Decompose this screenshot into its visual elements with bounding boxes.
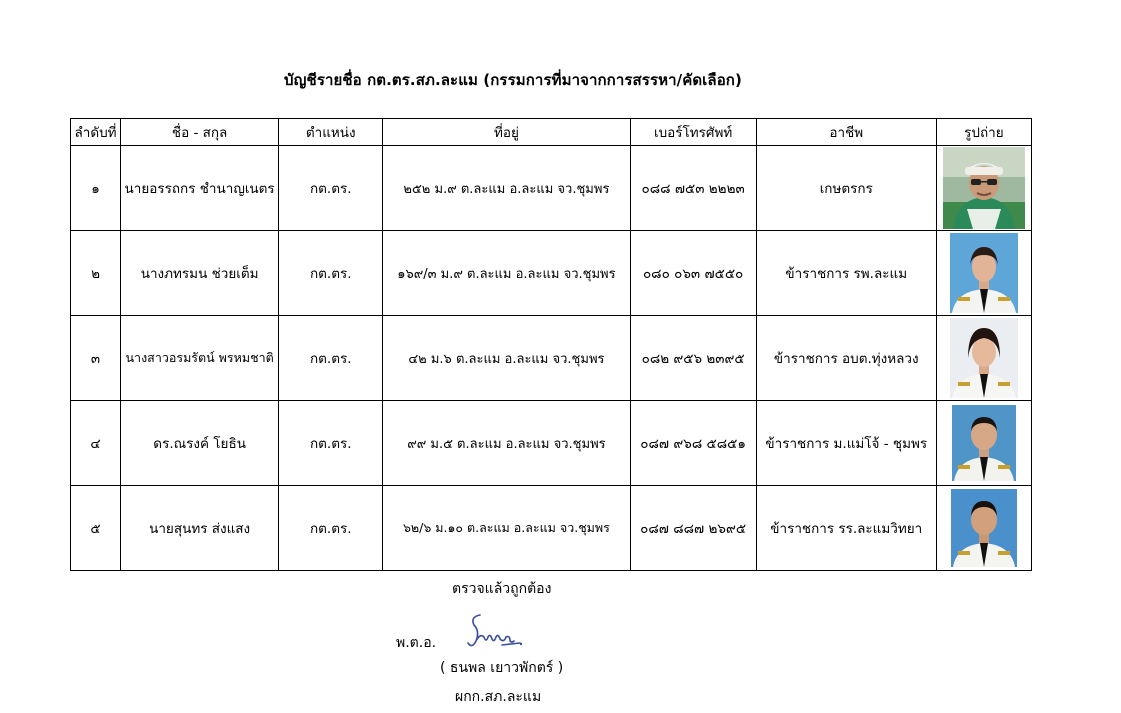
person-photo [951, 489, 1017, 567]
row-address: ๙๙ ม.๕ ต.ละแม อ.ละแม จว.ชุมพร [383, 401, 630, 486]
verified-note: ตรวจแล้วถูกต้อง [452, 581, 552, 597]
table-row [71, 316, 1032, 401]
row-no: ๒ [71, 231, 121, 316]
col-header-position: ตำแหน่ง [279, 119, 383, 146]
row-photo-cell [936, 401, 1031, 486]
signer-name: ( ธนพล เยาวพักตร์ ) [440, 660, 564, 676]
row-occupation: ข้าราชการ รพ.ละแม [756, 231, 936, 316]
row-no: ๑ [71, 146, 121, 231]
person-photo [952, 405, 1016, 481]
col-header-photo: รูปถ่าย [936, 119, 1031, 146]
row-phone: ๐๘๘ ๗๕๓ ๒๒๒๓ [630, 146, 756, 231]
row-position: กต.ตร. [279, 231, 383, 316]
row-name: นายสุนทร ส่งแสง [121, 486, 279, 571]
row-phone: ๐๘๒ ๙๕๖ ๒๓๙๕ [630, 316, 756, 401]
col-header-address: ที่อยู่ [383, 119, 630, 146]
row-photo-cell [936, 316, 1031, 401]
person-photo [950, 233, 1018, 313]
committee-table [70, 118, 1032, 571]
row-position: กต.ตร. [279, 146, 383, 231]
row-position: กต.ตร. [279, 486, 383, 571]
col-header-occupation: อาชีพ [756, 119, 936, 146]
row-address: ๖๒/๖ ม.๑๐ ต.ละแม อ.ละแม จว.ชุมพร [383, 486, 630, 571]
table-row [71, 146, 1032, 231]
row-photo-cell [936, 486, 1031, 571]
row-name: นางสาวอรมรัตน์ พรหมชาติ [121, 316, 279, 401]
row-no: ๕ [71, 486, 121, 571]
row-name: นางภทรมน ช่วยเต็ม [121, 231, 279, 316]
row-name: นายอรรถกร ชำนาญเนตร [121, 146, 279, 231]
row-address: ๔๒ ม.๖ ต.ละแม อ.ละแม จว.ชุมพร [383, 316, 630, 401]
row-occupation: ข้าราชการ ม.แม่โจ้ - ชุมพร [756, 401, 936, 486]
row-phone: ๐๘๗ ๘๘๗ ๒๖๙๕ [630, 486, 756, 571]
row-position: กต.ตร. [279, 401, 383, 486]
row-phone: ๐๘๐ ๐๖๓ ๗๕๕๐ [630, 231, 756, 316]
row-occupation: เกษตรกร [756, 146, 936, 231]
table-row [71, 486, 1032, 571]
row-photo-cell [936, 231, 1031, 316]
table-row [71, 231, 1032, 316]
document-title: บัญชีรายชื่อ กต.ตร.สภ.ละแม (กรรมการที่มาจากการสรรหา/คัดเลือก) [284, 71, 742, 89]
table-row [71, 401, 1032, 486]
person-photo [950, 318, 1018, 398]
row-name: ดร.ณรงค์ โยธิน [121, 401, 279, 486]
col-header-no: ลำดับที่ [71, 119, 121, 146]
row-address: ๑๖๙/๓ ม.๙ ต.ละแม อ.ละแม จว.ชุมพร [383, 231, 630, 316]
row-position: กต.ตร. [279, 316, 383, 401]
row-no: ๔ [71, 401, 121, 486]
col-header-phone: เบอร์โทรศัพท์ [630, 119, 756, 146]
person-photo [943, 147, 1025, 229]
row-occupation: ข้าราชการ อบต.ทุ่งหลวง [756, 316, 936, 401]
signer-title: ผกก.สภ.ละแม [455, 689, 542, 705]
signer-rank: พ.ต.อ. [396, 635, 437, 651]
row-occupation: ข้าราชการ รร.ละแมวิทยา [756, 486, 936, 571]
row-no: ๓ [71, 316, 121, 401]
row-phone: ๐๘๗ ๙๖๘ ๕๘๕๑ [630, 401, 756, 486]
row-photo-cell [936, 146, 1031, 231]
table-header-row [71, 119, 1032, 146]
row-address: ๒๕๒ ม.๙ ต.ละแม อ.ละแม จว.ชุมพร [383, 146, 630, 231]
signature-image [466, 609, 528, 655]
col-header-name: ชื่อ - สกุล [121, 119, 279, 146]
